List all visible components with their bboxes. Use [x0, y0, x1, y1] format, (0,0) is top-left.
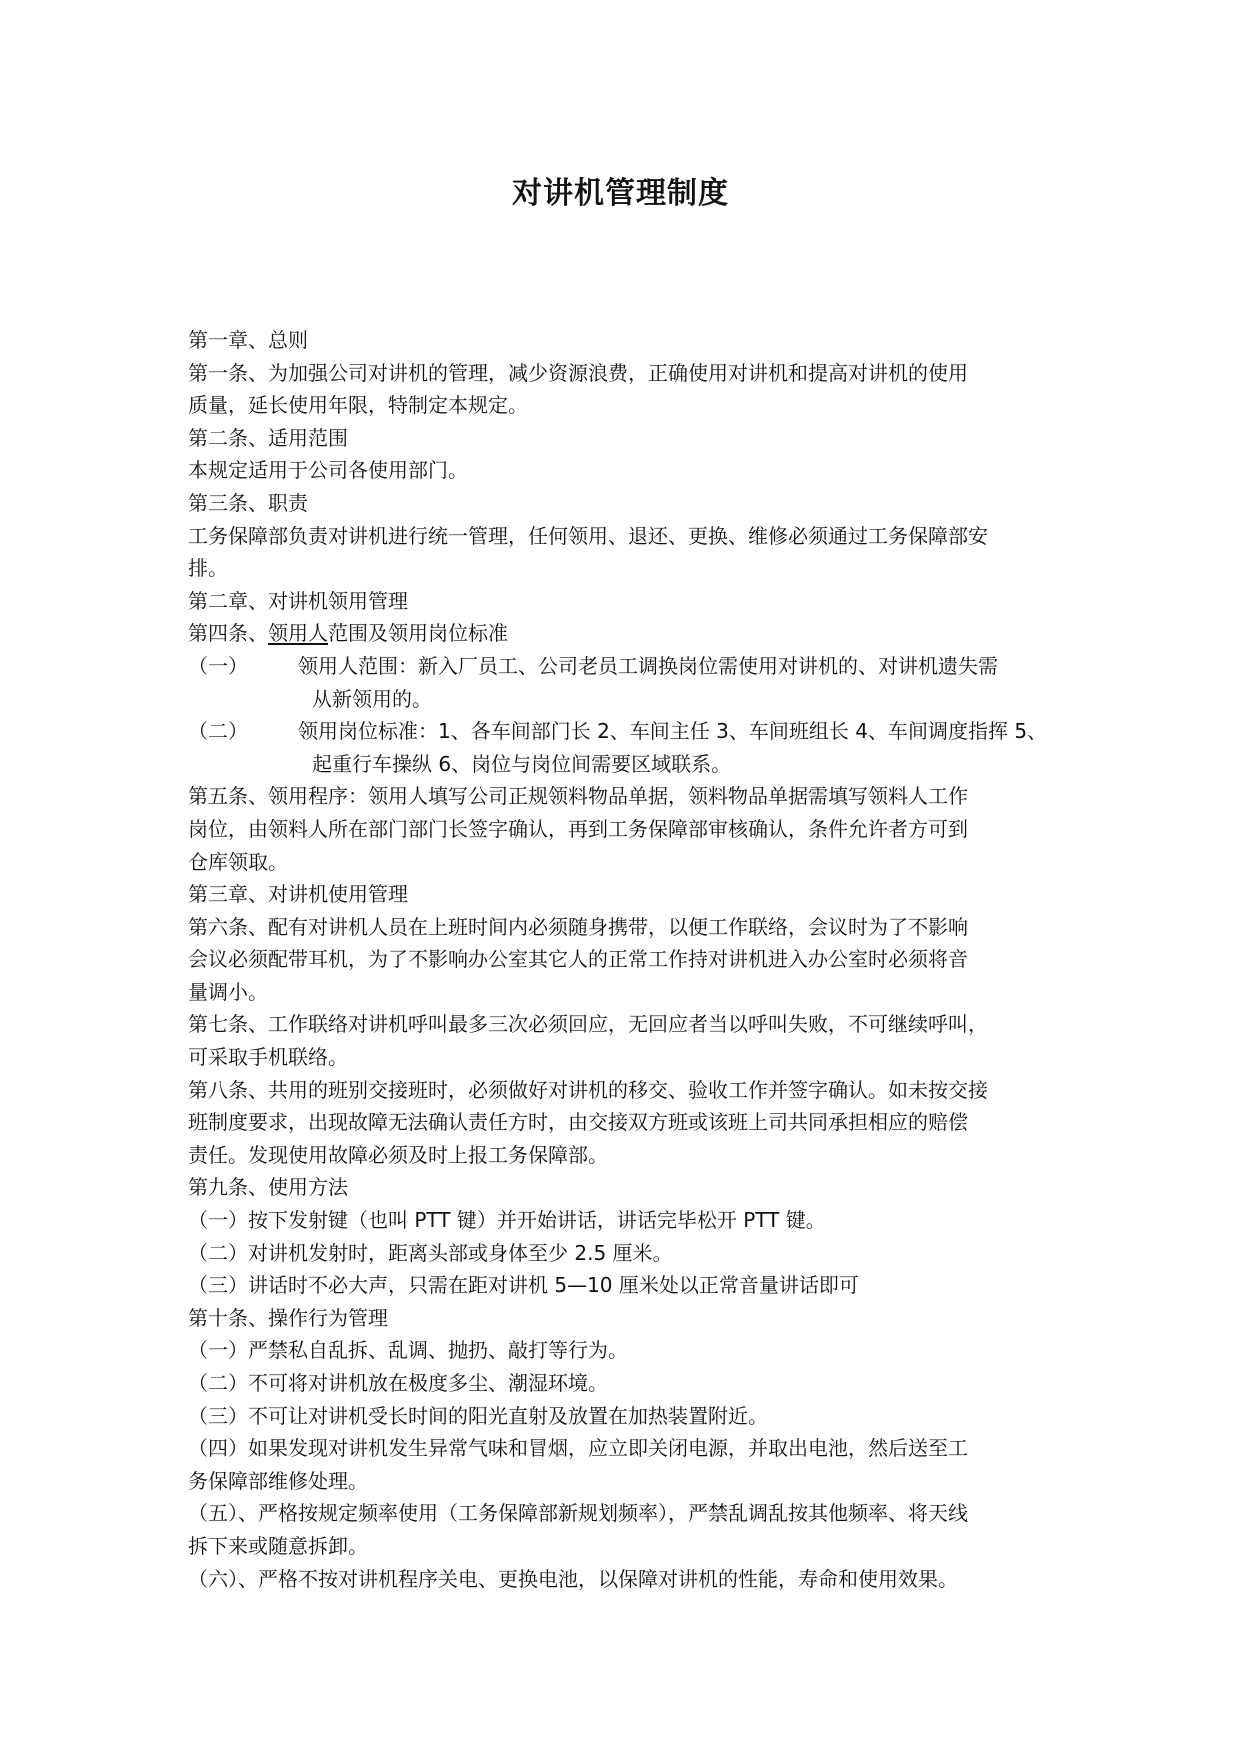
chapter-2-heading: 第二章、对讲机领用管理 — [188, 588, 408, 613]
paragraph-line: 仓库领取。 — [188, 849, 288, 874]
paragraph-line: 第八条、共用的班别交接班时，必须做好对讲机的移交、验收工作并签字确认。如未按交接 — [188, 1077, 988, 1102]
list-item: （六）、严格不按对讲机程序关电、更换电池，以保障对讲机的性能，寿命和使用效果。 — [188, 1566, 958, 1591]
paragraph-line: 会议必须配带耳机，为了不影响办公室其它人的正常工作持对讲机进入办公室时必须将音 — [188, 947, 968, 972]
document-body — [188, 324, 1058, 1595]
list-item-continuation: 起重行车操纵 6、岗位与岗位间需要区域联系。 — [312, 751, 732, 776]
chapter-3-heading: 第三章、对讲机使用管理 — [188, 882, 408, 907]
paragraph-line: 第七条、工作联络对讲机呼叫最多三次必须回应，无回应者当以呼叫失败，不可继续呼叫， — [188, 1012, 988, 1037]
paragraph-line: 第一条、为加强公司对讲机的管理，减少资源浪费，正确使用对讲机和提高对讲机的使用 — [188, 360, 968, 385]
paragraph-line: 工务保障部负责对讲机进行统一管理，任何领用、退还、更换、维修必须通过工务保障部安 — [188, 523, 988, 548]
list-item: （二）对讲机发射时，距离头部或身体至少 2.5 厘米。 — [188, 1240, 673, 1265]
paragraph-line: 责任。发现使用故障必须及时上报工务保障部。 — [188, 1142, 608, 1167]
article-heading: 第二条、适用范围 — [188, 425, 348, 450]
article-4-heading — [188, 617, 1058, 650]
list-item — [188, 715, 1058, 748]
article-4-suffix: 范围及领用岗位标准 — [328, 621, 508, 646]
list-item: （四）如果发现对讲机发生异常气味和冒烟，应立即关闭电源，并取出电池，然后送至工 — [188, 1436, 968, 1461]
document-title: 对讲机管理制度 — [512, 176, 729, 211]
article-heading: 第三条、职责 — [188, 490, 308, 515]
paragraph-line: 可采取手机联络。 — [188, 1045, 348, 1070]
article-heading: 第九条、使用方法 — [188, 1175, 348, 1200]
list-item-continuation: 从新领用的。 — [312, 686, 432, 711]
paragraph-line: 第六条、配有对讲机人员在上班时间内必须随身携带，以便工作联络，会议时为了不影响 — [188, 914, 968, 939]
list-item — [188, 650, 1058, 683]
list-item-text: 领用人范围：新入厂员工、公司老员工调换岗位需使用对讲机的、对讲机遗失需 — [298, 653, 998, 678]
article-4-underlined-term: 领用人 — [268, 621, 328, 646]
list-item-continuation: 拆下来或随意拆卸。 — [188, 1533, 368, 1558]
paragraph-line: 本规定适用于公司各使用部门。 — [188, 458, 468, 483]
paragraph-line: 质量，延长使用年限，特制定本规定。 — [188, 393, 528, 418]
paragraph-line: 岗位，由领料人所在部门部门长签字确认，再到工务保障部审核确认，条件允许者方可到 — [188, 816, 968, 841]
list-item: （三）讲话时不必大声，只需在距对讲机 5—10 厘米处以正常音量讲话即可 — [188, 1273, 859, 1298]
paragraph-line: 第五条、领用程序：领用人填写公司正规领料物品单据，领料物品单据需填写领料人工作 — [188, 784, 968, 809]
chapter-1-heading: 第一章、总则 — [188, 328, 308, 352]
list-item-text: 领用岗位标准：1、各车间部门长 2、车间主任 3、车间班组长 4、车间调度指挥 5、 — [298, 719, 1048, 744]
list-item: （二）不可将对讲机放在极度多尘、潮湿环境。 — [188, 1371, 608, 1395]
article-heading: 第十条、操作行为管理 — [188, 1305, 388, 1330]
list-item: （五）、严格按规定频率使用（工务保障部新规划频率），严禁乱调乱按其他频率、将天线 — [188, 1501, 968, 1526]
list-item: （一）按下发射键（也叫 PTT 键）并开始讲话，讲话完毕松开 PTT 键。 — [188, 1208, 826, 1233]
paragraph-line: 班制度要求，出现故障无法确认责任方时，由交接双方班或该班上司共同承担相应的赔偿 — [188, 1110, 968, 1135]
list-item-number: （一） — [188, 653, 248, 678]
paragraph-line: 量调小。 — [188, 979, 268, 1004]
list-item-continuation: 务保障部维修处理。 — [188, 1468, 368, 1493]
paragraph-line: 排。 — [188, 556, 228, 581]
list-item: （三）不可让对讲机受长时间的阳光直射及放置在加热装置附近。 — [188, 1403, 768, 1428]
list-item: （一）严禁私自乱拆、乱调、抛扔、敲打等行为。 — [188, 1338, 628, 1363]
list-item-number: （二） — [188, 719, 248, 744]
article-4-prefix: 第四条、 — [188, 621, 268, 646]
